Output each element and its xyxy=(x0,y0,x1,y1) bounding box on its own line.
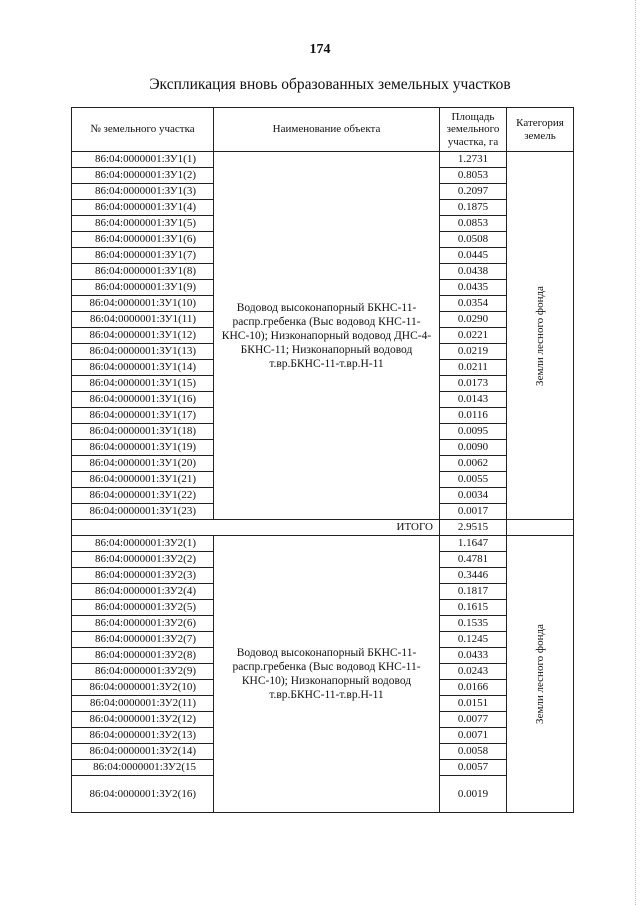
plot-number-cell: 86:04:0000001:ЗУ1(16) xyxy=(72,392,214,408)
area-cell: 0.0354 xyxy=(440,296,507,312)
area-cell: 0.0019 xyxy=(440,776,507,813)
table-row xyxy=(72,152,574,168)
plot-number-cell: 86:04:0000001:ЗУ2(9) xyxy=(72,664,214,680)
plot-number-cell: 86:04:0000001:ЗУ2(16) xyxy=(72,776,214,813)
land-category-cell-group2 xyxy=(507,536,574,813)
area-cell: 0.0116 xyxy=(440,408,507,424)
area-cell: 0.0143 xyxy=(440,392,507,408)
land-category-text: Земли лесного фонда xyxy=(534,624,546,724)
area-cell: 0.0062 xyxy=(440,456,507,472)
table-row xyxy=(72,536,574,552)
plot-number-cell: 86:04:0000001:ЗУ1(19) xyxy=(72,440,214,456)
area-cell: 1.2731 xyxy=(440,152,507,168)
plot-number-cell: 86:04:0000001:ЗУ2(12) xyxy=(72,712,214,728)
plot-number-cell: 86:04:0000001:ЗУ2(4) xyxy=(72,584,214,600)
explication-table xyxy=(71,107,574,813)
plot-number-cell: 86:04:0000001:ЗУ1(8) xyxy=(72,264,214,280)
plot-number-cell: 86:04:0000001:ЗУ1(13) xyxy=(72,344,214,360)
area-cell: 0.0219 xyxy=(440,344,507,360)
area-cell: 0.1875 xyxy=(440,200,507,216)
plot-number-cell: 86:04:0000001:ЗУ1(1) xyxy=(72,152,214,168)
area-cell: 0.0221 xyxy=(440,328,507,344)
plot-number-cell: 86:04:0000001:ЗУ1(20) xyxy=(72,456,214,472)
plot-number-cell: 86:04:0000001:ЗУ2(1) xyxy=(72,536,214,552)
plot-number-cell: 86:04:0000001:ЗУ2(8) xyxy=(72,648,214,664)
plot-number-cell: 86:04:0000001:ЗУ2(2) xyxy=(72,552,214,568)
area-cell: 0.1817 xyxy=(440,584,507,600)
area-cell: 1.1647 xyxy=(440,536,507,552)
plot-number-cell: 86:04:0000001:ЗУ2(15 xyxy=(72,760,214,776)
area-cell: 0.0055 xyxy=(440,472,507,488)
area-cell: 0.0445 xyxy=(440,248,507,264)
area-cell: 0.0243 xyxy=(440,664,507,680)
header-land-category: Категория земель xyxy=(507,108,574,152)
plot-number-cell: 86:04:0000001:ЗУ1(3) xyxy=(72,184,214,200)
land-category-text: Земли лесного фонда xyxy=(534,285,546,386)
area-cell: 0.0853 xyxy=(440,216,507,232)
table-header-row xyxy=(72,108,574,152)
plot-number-cell: 86:04:0000001:ЗУ1(15) xyxy=(72,376,214,392)
object-name-cell-group2: Водовод высоконапорный БКНС-11-распр.гребенка (Выс водовод КНС-11-КНС-10); Низконапорный водовод т.вр.БКНС-11-т.вр.Н-11 xyxy=(214,536,440,813)
plot-number-cell: 86:04:0000001:ЗУ1(17) xyxy=(72,408,214,424)
area-cell: 0.0435 xyxy=(440,280,507,296)
area-cell: 0.2097 xyxy=(440,184,507,200)
plot-number-cell: 86:04:0000001:ЗУ1(9) xyxy=(72,280,214,296)
header-object-name: Наименование объекта xyxy=(214,108,440,152)
plot-number-cell: 86:04:0000001:ЗУ2(7) xyxy=(72,632,214,648)
plot-number-cell: 86:04:0000001:ЗУ1(4) xyxy=(72,200,214,216)
header-area: Площадь земельного участка, га xyxy=(440,108,507,152)
area-cell: 0.3446 xyxy=(440,568,507,584)
plot-number-cell: 86:04:0000001:ЗУ2(13) xyxy=(72,728,214,744)
area-cell: 0.0166 xyxy=(440,680,507,696)
header-plot-number: № земельного участка xyxy=(72,108,214,152)
page-title: Экспликация вновь образованных земельных участков xyxy=(149,76,511,93)
plot-number-cell: 86:04:0000001:ЗУ1(23) xyxy=(72,504,214,520)
plot-number-cell: 86:04:0000001:ЗУ2(14) xyxy=(72,744,214,760)
area-cell: 0.0057 xyxy=(440,760,507,776)
area-cell: 0.0433 xyxy=(440,648,507,664)
area-cell: 0.0058 xyxy=(440,744,507,760)
total-empty-cell xyxy=(507,520,574,536)
total-label: ИТОГО xyxy=(72,520,440,536)
plot-number-cell: 86:04:0000001:ЗУ1(22) xyxy=(72,488,214,504)
plot-number-cell: 86:04:0000001:ЗУ1(21) xyxy=(72,472,214,488)
plot-number-cell: 86:04:0000001:ЗУ2(6) xyxy=(72,616,214,632)
plot-number-cell: 86:04:0000001:ЗУ2(11) xyxy=(72,696,214,712)
plot-number-cell: 86:04:0000001:ЗУ2(3) xyxy=(72,568,214,584)
total-value: 2.9515 xyxy=(440,520,507,536)
area-cell: 0.0151 xyxy=(440,696,507,712)
plot-number-cell: 86:04:0000001:ЗУ1(12) xyxy=(72,328,214,344)
area-cell: 0.4781 xyxy=(440,552,507,568)
plot-number-cell: 86:04:0000001:ЗУ1(7) xyxy=(72,248,214,264)
object-name-cell-group1: Водовод высоконапорный БКНС-11-распр.гребенка (Выс водовод КНС-11-КНС-10); Низконапорный водовод ДНС-4-БКНС-11; Низконапорный водовод т.вр.БКНС-11-т.вр.Н-11 xyxy=(214,152,440,520)
area-cell: 0.0438 xyxy=(440,264,507,280)
plot-number-cell: 86:04:0000001:ЗУ1(10) xyxy=(72,296,214,312)
plot-number-cell: 86:04:0000001:ЗУ1(6) xyxy=(72,232,214,248)
area-cell: 0.0211 xyxy=(440,360,507,376)
plot-number-cell: 86:04:0000001:ЗУ1(5) xyxy=(72,216,214,232)
area-cell: 0.0095 xyxy=(440,424,507,440)
area-cell: 0.1535 xyxy=(440,616,507,632)
land-category-cell-group1 xyxy=(507,152,574,520)
area-cell: 0.0290 xyxy=(440,312,507,328)
table-body xyxy=(72,152,574,813)
area-cell: 0.1245 xyxy=(440,632,507,648)
page-number: 174 xyxy=(309,42,331,57)
scan-edge xyxy=(635,0,636,905)
plot-number-cell: 86:04:0000001:ЗУ1(2) xyxy=(72,168,214,184)
area-cell: 0.0090 xyxy=(440,440,507,456)
plot-number-cell: 86:04:0000001:ЗУ1(14) xyxy=(72,360,214,376)
area-cell: 0.0173 xyxy=(440,376,507,392)
plot-number-cell: 86:04:0000001:ЗУ1(18) xyxy=(72,424,214,440)
area-cell: 0.0508 xyxy=(440,232,507,248)
plot-number-cell: 86:04:0000001:ЗУ2(10) xyxy=(72,680,214,696)
plot-number-cell: 86:04:0000001:ЗУ1(11) xyxy=(72,312,214,328)
total-row xyxy=(72,520,574,536)
area-cell: 0.1615 xyxy=(440,600,507,616)
area-cell: 0.0034 xyxy=(440,488,507,504)
area-cell: 0.0071 xyxy=(440,728,507,744)
plot-number-cell: 86:04:0000001:ЗУ2(5) xyxy=(72,600,214,616)
area-cell: 0.8053 xyxy=(440,168,507,184)
area-cell: 0.0017 xyxy=(440,504,507,520)
area-cell: 0.0077 xyxy=(440,712,507,728)
